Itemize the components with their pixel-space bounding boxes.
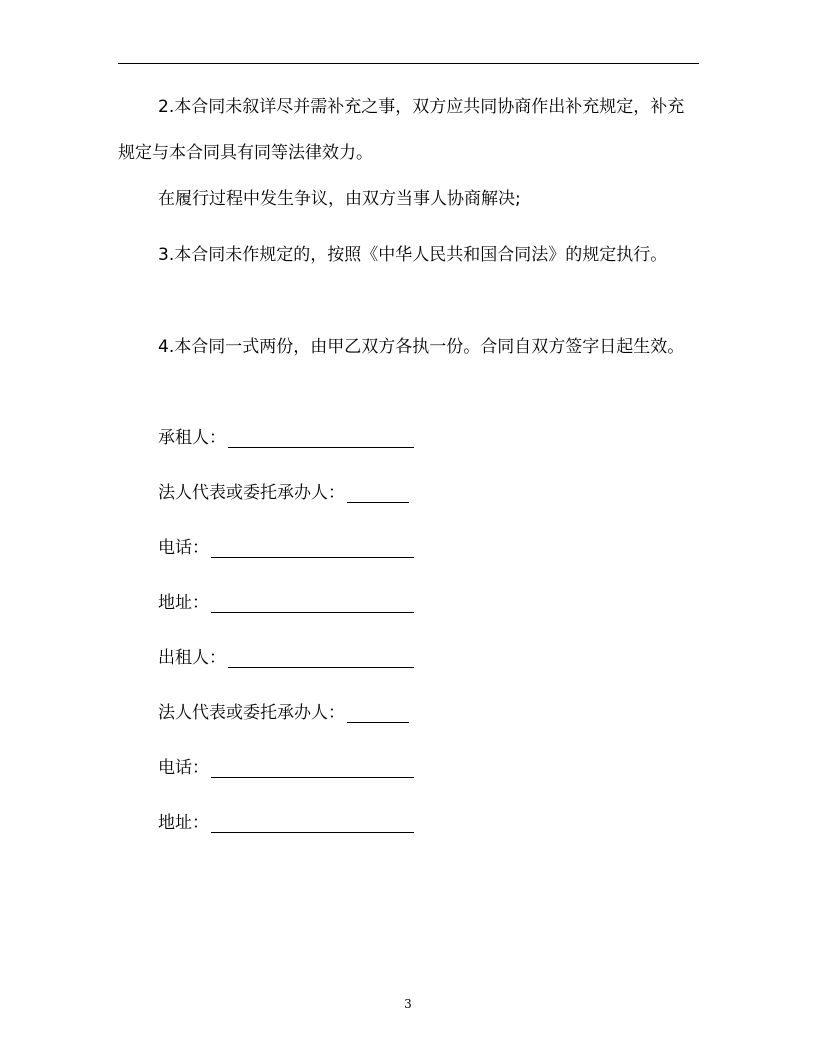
lessee-rep-blank[interactable] xyxy=(347,484,409,503)
lessor-phone-label: 电话： xyxy=(158,758,209,778)
lessee-name-blank[interactable] xyxy=(228,429,414,448)
lessee-rep-line xyxy=(158,478,409,508)
lessor-name-blank[interactable] xyxy=(228,649,414,668)
page-number: 3 xyxy=(404,997,412,1011)
lessor-address-line xyxy=(158,808,414,838)
dispute-paragraph: 在履行过程中发生争议，由双方当事人协商解决; xyxy=(158,189,521,209)
lessee-address-line xyxy=(158,588,414,618)
lessor-address-label: 地址： xyxy=(158,813,209,833)
lessor-rep-blank[interactable] xyxy=(347,704,409,723)
lessor-name-label: 出租人： xyxy=(158,648,226,668)
lessee-address-label: 地址： xyxy=(158,593,209,613)
lessee-phone-line xyxy=(158,533,414,563)
lessee-address-blank[interactable] xyxy=(211,594,414,613)
clause-4-paragraph: 4.本合同一式两份，由甲乙双方各执一份。合同自双方签字日起生效。 xyxy=(158,337,685,357)
lessor-rep-line xyxy=(158,698,409,728)
clause-2-paragraph: 2.本合同未叙详尽并需补充之事，双方应共同协商作出补充规定，补充规定与本合同具有同等法律效力。 xyxy=(118,97,685,163)
lessee-name-label: 承租人： xyxy=(158,428,226,448)
header-rule xyxy=(118,63,699,64)
clause-3-paragraph: 3.本合同未作规定的，按照《中华人民共和国合同法》的规定执行。 xyxy=(158,245,668,265)
lessee-phone-blank[interactable] xyxy=(211,539,414,558)
lessee-rep-label: 法人代表或委托承办人： xyxy=(158,483,345,503)
lessee-phone-label: 电话： xyxy=(158,538,209,558)
lessor-phone-blank[interactable] xyxy=(211,759,414,778)
lessor-address-blank[interactable] xyxy=(211,814,414,833)
lessor-phone-line xyxy=(158,753,414,783)
lessor-name-line xyxy=(158,643,414,673)
lessee-name-line xyxy=(158,423,414,453)
lessor-rep-label: 法人代表或委托承办人： xyxy=(158,703,345,723)
